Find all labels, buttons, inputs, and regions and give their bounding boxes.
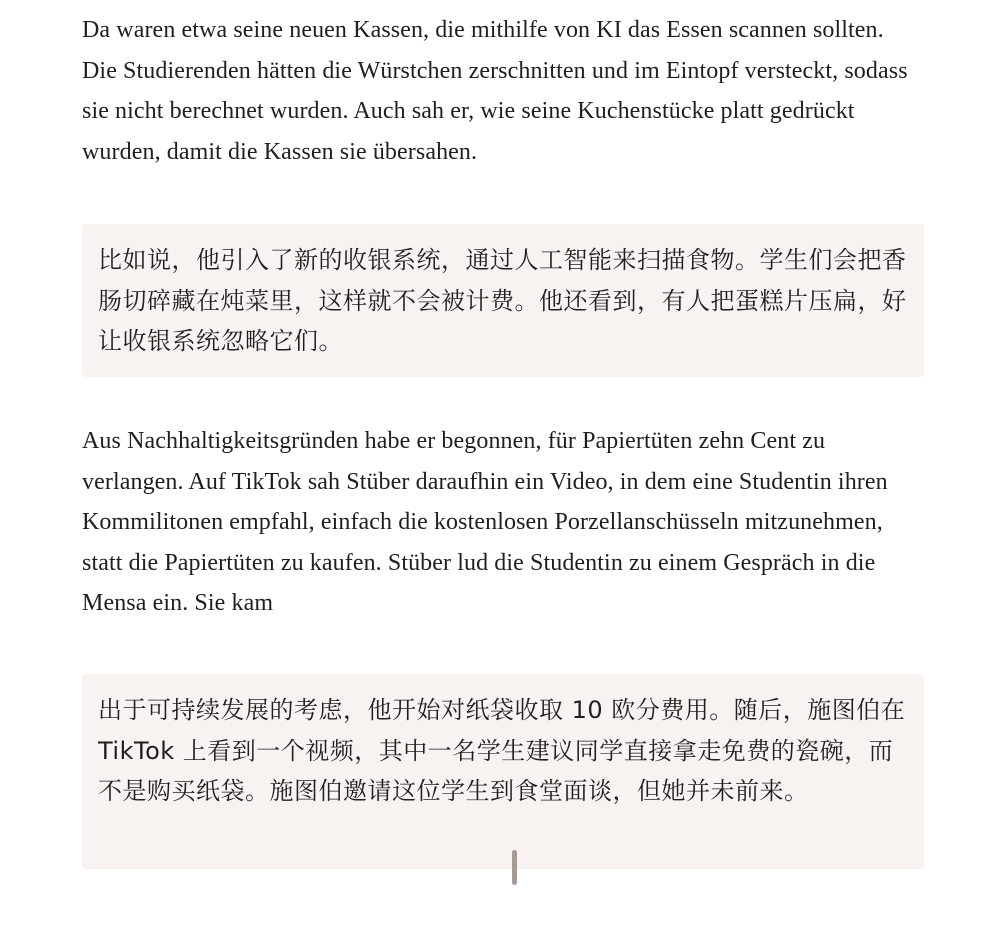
truncation-fade (82, 622, 924, 662)
translation-block-2 (82, 674, 924, 869)
paragraph-chinese-2: 出于可持续发展的考虑，他开始对纸袋收取 10 欧分费用。随后，施图伯在 TikTok 上看到一个视频，其中一名学生建议同学直接拿走免费的瓷碗，而不是购买纸袋。施图伯邀请这位学生到食堂面谈，但她并未前来。 (98, 696, 906, 805)
text-cursor-handle[interactable] (512, 850, 517, 885)
paragraph-chinese-1: 比如说，他引入了新的收银系统，通过人工智能来扫描食物。学生们会把香肠切碎藏在炖菜里，这样就不会被计费。他还看到，有人把蛋糕片压扁，好让收银系统忽略它们。 (98, 246, 907, 355)
paragraph-german-2: Aus Nachhaltigkeitsgründen habe er begonnen, für Papiertüten zehn Cent zu verlangen. Auf TikTok sah Stüber daraufhin ein Video, in dem eine Studentin ihren Kommilitonen empfahl, einfach die kostenlosen Porzellanschüsseln mitzunehmen, statt die Papiertüten zu kaufen. Stüber lud die Studentin zu einem Gespräch in die Mensa ein. Sie kam (82, 428, 888, 617)
paragraph-german-1: Da waren etwa seine neuen Kassen, die mithilfe von KI das Essen scannen sollten. Die Studierenden hätten die Würstchen zerschnitten und im Eintopf versteckt, sodass sie nicht berechnet wurden. Auch sah er, wie seine Kuchenstücke platt gedrückt wurden, damit die Kassen sie übersahen. (82, 17, 908, 165)
truncated-paragraph-container (82, 0, 924, 620)
